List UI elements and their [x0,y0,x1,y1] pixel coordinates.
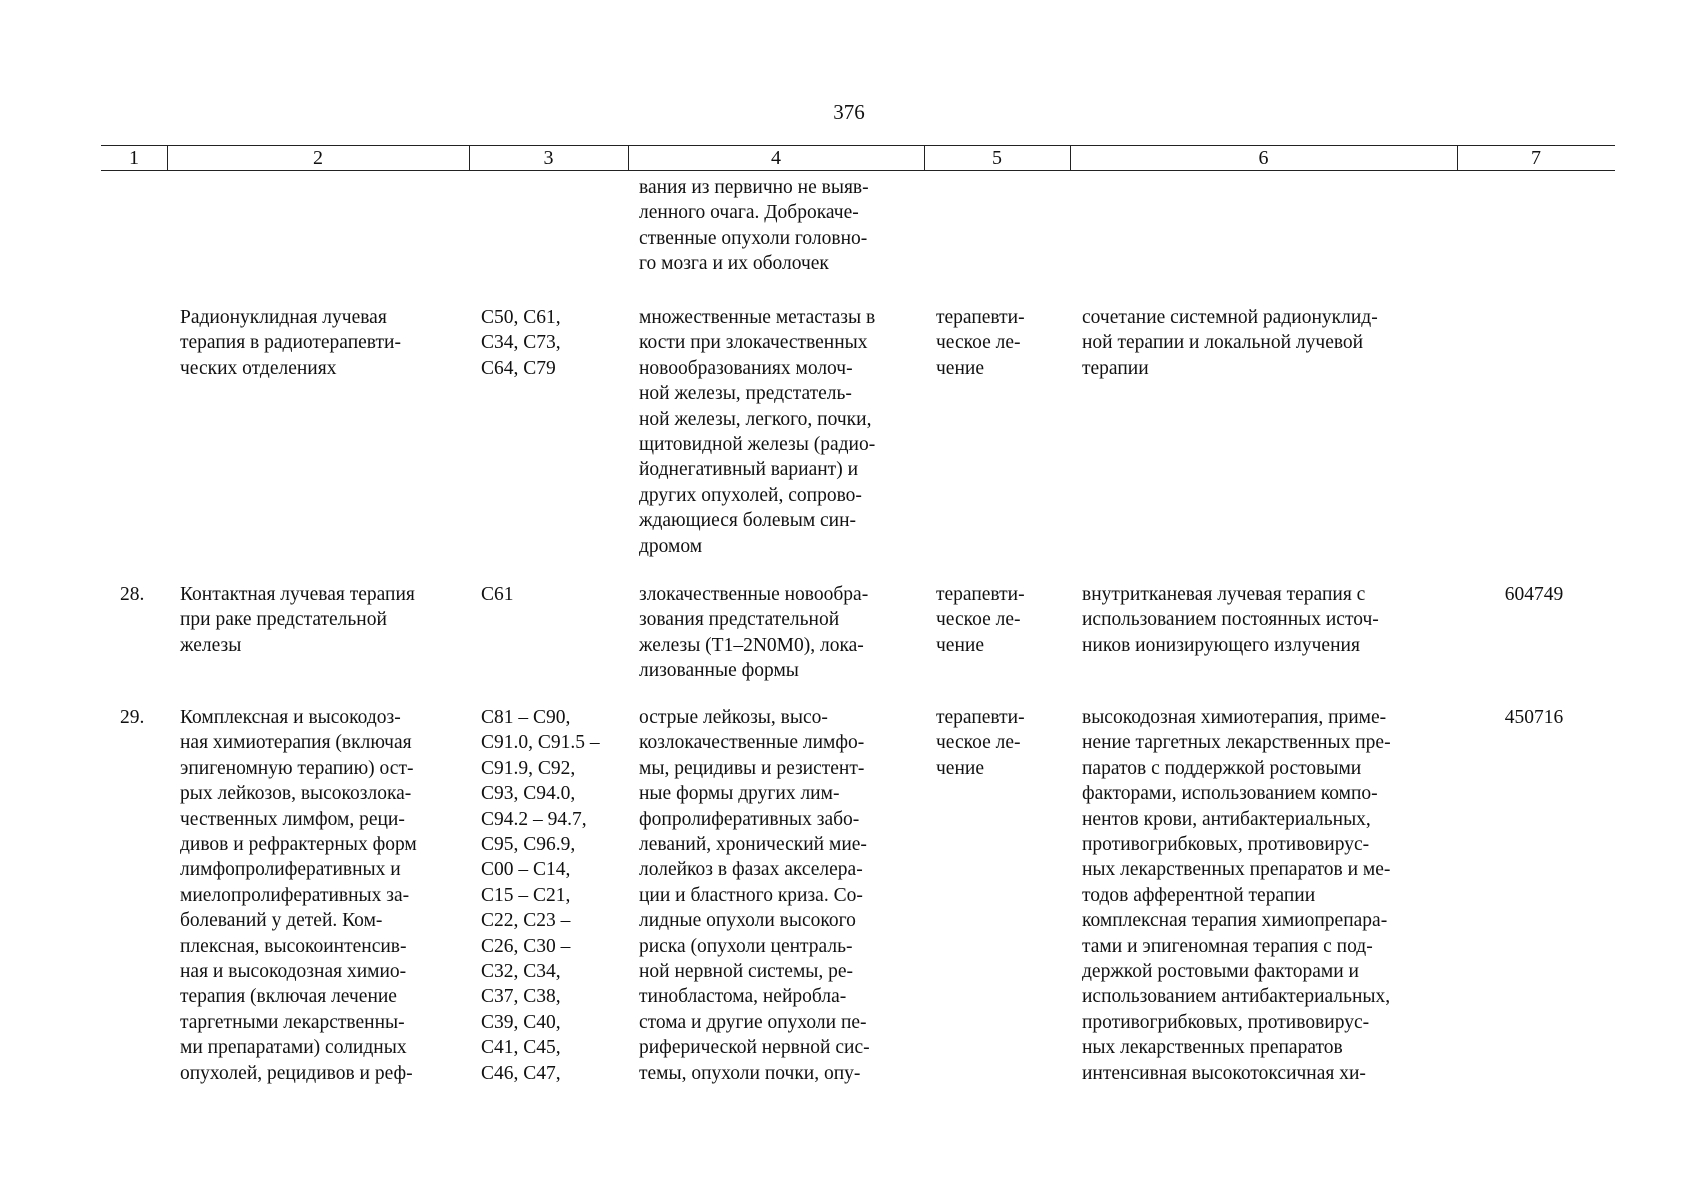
treatment-kind-cell: терапевти- ческое ле- чение [936,584,1025,656]
treatment-method-cell: сочетание системной радионуклид- ной терапии и локальной лучевой терапии [1082,307,1378,379]
table-header [101,145,1615,171]
header-col-3: 3 [543,147,554,169]
treatment-type-cell: Радионуклидная лучевая терапия в радиотерапевти- ческих отделениях [180,307,401,379]
header-col-7: 7 [1531,147,1541,169]
treatment-kind-cell: терапевти- ческое ле- чение [936,307,1025,379]
diagnosis-cell: злокачественные новообра- зования предстательной железы (T1–2N0M0), лока- лизованные формы [639,584,869,682]
header-col-4: 4 [771,147,781,169]
header-col-2: 2 [313,147,323,169]
treatment-method-cell: внутритканевая лучевая терапия с использованием постоянных источ- ников ионизирующего излучения [1082,584,1379,656]
treatment-type-cell: Комплексная и высокодоз- ная химиотерапия (включая эпигеномную терапию) ост- рых лейкозов, высокозлока- чественных лимфом, реци- дивов и рефрактерных форм лимфопролиферативных и миелопролиферативных за- болеваний у детей. Ком- плексная, высокоинтенсив- ная и высокодозная химио- терапия (включая лечение таргетными лекарственны- ми препаратами) солидных опухолей, рецидивов и реф- [180,707,417,1084]
cost-cell: 604749 [1504,584,1564,605]
row-number-cell: 29. [120,707,145,728]
diagnosis-cell: множественные метастазы в кости при злокачественных новообразованиях молоч- ной железы, предстатель- ной железы, легкого, почки, щитовидной железы (радио- йоднегативный вариант) и других опухолей, сопрово- ждающиеся болевым син- дромом [639,307,876,557]
diagnosis-cell: острые лейкозы, высо- козлокачественные лимфо- мы, рецидивы и резистент- ные формы других лим- фопролиферативных забо- леваний, хронический мие- лолейкоз в фазах акселера- ции и бластного криза. Со- лидные опухоли высокого риска (опухоли централь- ной нервной системы, ре- тинобластома, нейробла- стома и другие опухоли пе- риферической нервной сис- темы, опухоли почки, опу- [639,707,870,1084]
icd-codes-cell: C50, C61, C34, C73, C64, C79 [481,307,561,379]
continued-diagnosis-cell: вания из первично не выяв- ленного очага. Доброкаче- ственные опухоли головно- го мозга и их оболочек [639,177,869,275]
header-col-5: 5 [992,147,1002,169]
icd-codes-cell: C61 [481,584,514,605]
header-col-6: 6 [1258,147,1269,169]
row-number-cell: 28. [120,584,145,605]
page-number: 376 [833,100,865,124]
cost-cell: 450716 [1504,707,1564,728]
icd-codes-cell: C81 – C90, C91.0, C91.5 – C91.9, C92, C93, C94.0, C94.2 – 94.7, C95, C96.9, C00 – C14, C15 – C21, C22, C23 – C26, C30 – C32, C34, C37, C38, C39, C40, C41, C45, C46, C47, [481,707,600,1084]
treatment-method-cell: высокодозная химиотерапия, приме- нение таргетных лекарственных пре- паратов с поддержкой ростовыми факторами, использованием компо- нентов крови, антибактериальных, противогрибковых, противовирус- ных лекарственных препаратов и ме- тодов афферентной терапии комплексная терапия химиопрепара- тами и эпигеномная терапия с под- держкой ростовыми факторами и использованием антибактериальных, противогрибковых, противовирус- ных лекарственных препаратов интенсивная высокотоксичная хи- [1082,707,1391,1084]
header-col-1: 1 [129,147,139,169]
treatment-kind-cell: терапевти- ческое ле- чение [936,707,1025,779]
treatment-type-cell: Контактная лучевая терапия при раке предстательной железы [180,584,415,656]
